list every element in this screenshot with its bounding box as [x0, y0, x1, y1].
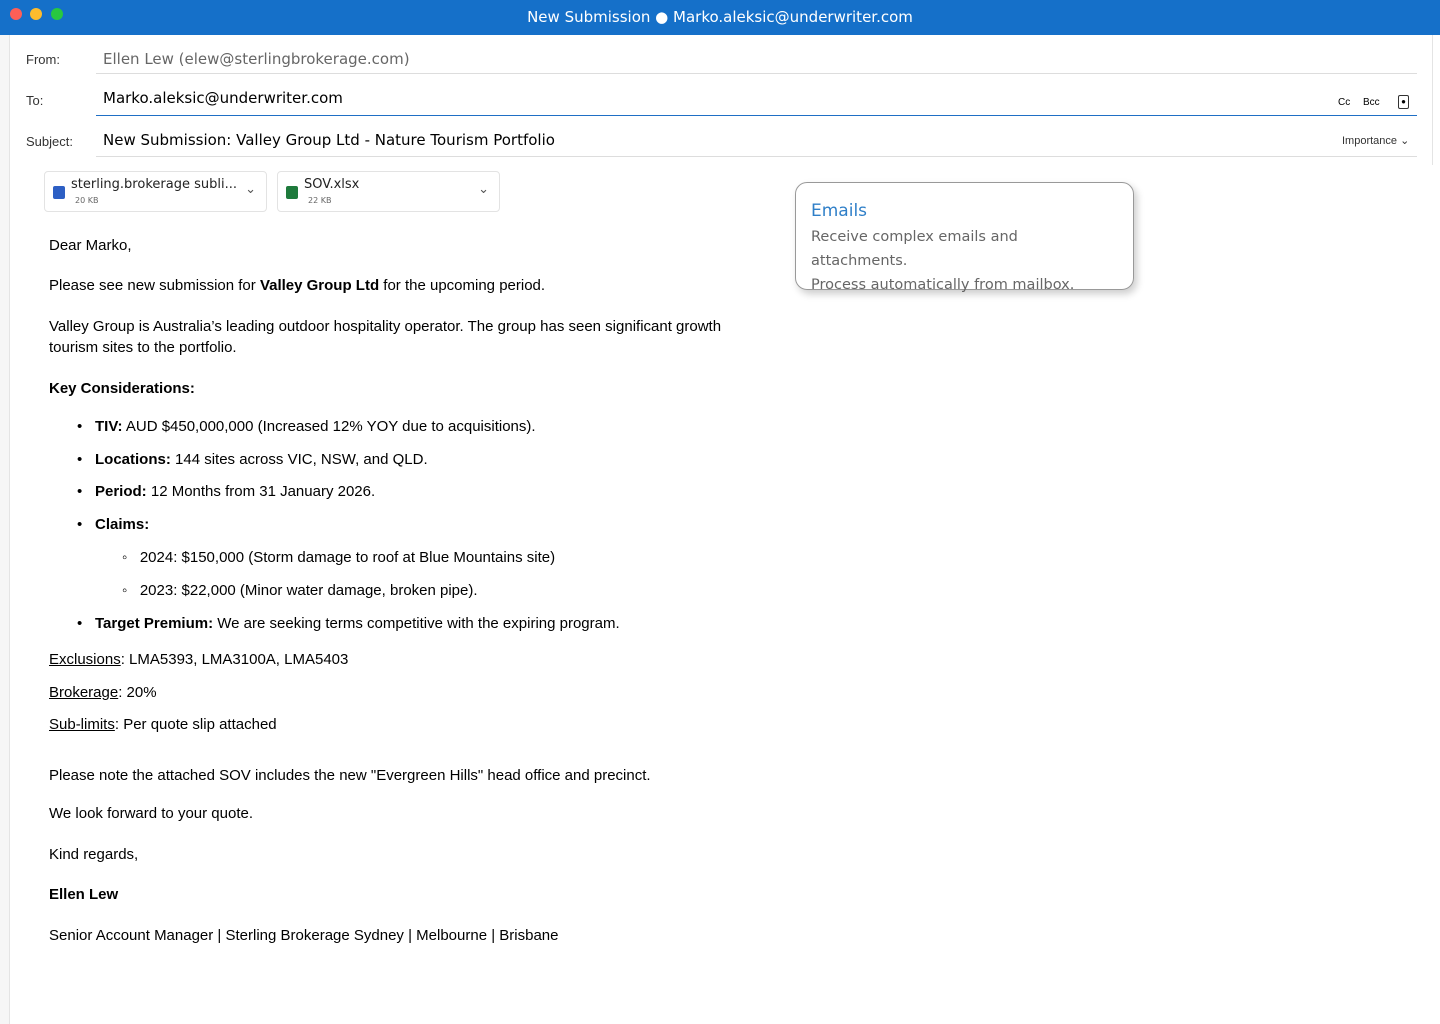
right-edge [1432, 35, 1440, 165]
separator-dot: ● [655, 8, 674, 26]
key-considerations-heading: Key Considerations: [49, 380, 195, 397]
from-field[interactable]: Ellen Lew (elew@sterlingbrokerage.com) [96, 50, 1417, 74]
to-field[interactable] [96, 89, 1417, 116]
title-bar [0, 0, 1440, 35]
attachment-sov[interactable] [277, 171, 500, 212]
subject-value: New Submission: Valley Group Ltd - Nature Tourism Portfolio [103, 131, 555, 149]
chevron-down-icon[interactable]: ⌄ [478, 182, 489, 197]
closing-line: We look forward to your quote. [49, 805, 253, 822]
document-icon [53, 186, 65, 199]
attachment-quote-slip[interactable] [44, 171, 267, 212]
to-label: To: [26, 93, 44, 108]
bullet-tiv: • TIV: AUD $450,000,000 (Increased 12% YOY due to acquisitions). [78, 417, 536, 437]
description-line2: tourism sites to the portfolio. [49, 339, 237, 356]
left-edge [0, 35, 10, 1024]
intro-paragraph: Please see new submission for Valley Group Ltd for the upcoming period. [49, 277, 546, 294]
signature-title: Senior Account Manager | Sterling Brokerage Sydney | Melbourne | Brisbane [49, 927, 559, 944]
attachment-size: 20 KB [75, 196, 99, 205]
sublimits-line: Sub-limits: Per quote slip attached [49, 716, 277, 733]
chevron-down-icon[interactable]: ⌄ [245, 182, 256, 197]
bullet-locations: • Locations: 144 sites across VIC, NSW, and QLD. [78, 450, 428, 470]
sov-note: Please note the attached SOV includes the new "Evergreen Hills" head office and precinct. [49, 767, 651, 784]
minimize-button[interactable] [30, 8, 42, 20]
close-button[interactable] [10, 8, 22, 20]
bullet-period: • Period: 12 Months from 31 January 2026. [78, 482, 375, 502]
attachment-name: sterling.brokerage subli... [71, 177, 237, 192]
attachment-size: 22 KB [308, 196, 332, 205]
claim-2023: ◦ 2023: $22,000 (Minor water damage, broken pipe). [122, 582, 478, 599]
cc-button[interactable]: Cc [1338, 97, 1351, 108]
chevron-down-icon: ⌄ [1400, 135, 1410, 147]
callout-line2: Process automatically from mailbox. [811, 277, 1075, 293]
callout-line1: Receive complex emails and attachments. [811, 229, 1018, 269]
from-label: From: [26, 52, 60, 67]
emails-callout [795, 182, 1134, 293]
importance-label: Importance [1342, 135, 1398, 147]
to-value: Marko.aleksic@underwriter.com [103, 89, 343, 107]
subject-field[interactable] [96, 131, 1417, 157]
excel-icon [286, 186, 298, 199]
bullet-target-premium: • Target Premium: We are seeking terms competitive with the expiring program. [78, 614, 620, 634]
greeting: Dear Marko, [49, 237, 132, 254]
bullet-claims: • Claims: [78, 515, 149, 535]
brokerage-line: Brokerage: 20% [49, 684, 157, 701]
signature-name: Ellen Lew [49, 886, 119, 903]
zoom-button[interactable] [51, 8, 63, 20]
contacts-icon[interactable]: ● [1398, 95, 1409, 109]
regards: Kind regards, [49, 846, 139, 863]
importance-dropdown[interactable] [1342, 134, 1409, 147]
callout-title: Emails [811, 201, 868, 221]
attachment-name: SOV.xlsx [304, 177, 360, 192]
window-recipient: Marko.aleksic@underwriter.com [673, 8, 913, 26]
bcc-button[interactable]: Bcc [1363, 97, 1380, 108]
claim-2024: ◦ 2024: $150,000 (Storm damage to roof at Blue Mountains site) [122, 549, 556, 566]
subject-label: Subject: [26, 134, 73, 149]
exclusions-line: Exclusions: LMA5393, LMA3100A, LMA5403 [49, 651, 349, 668]
description-line1: Valley Group is Australia’s leading outdoor hospitality operator. The group has seen significant growth [49, 318, 722, 335]
window-title: New Submission [527, 8, 651, 26]
